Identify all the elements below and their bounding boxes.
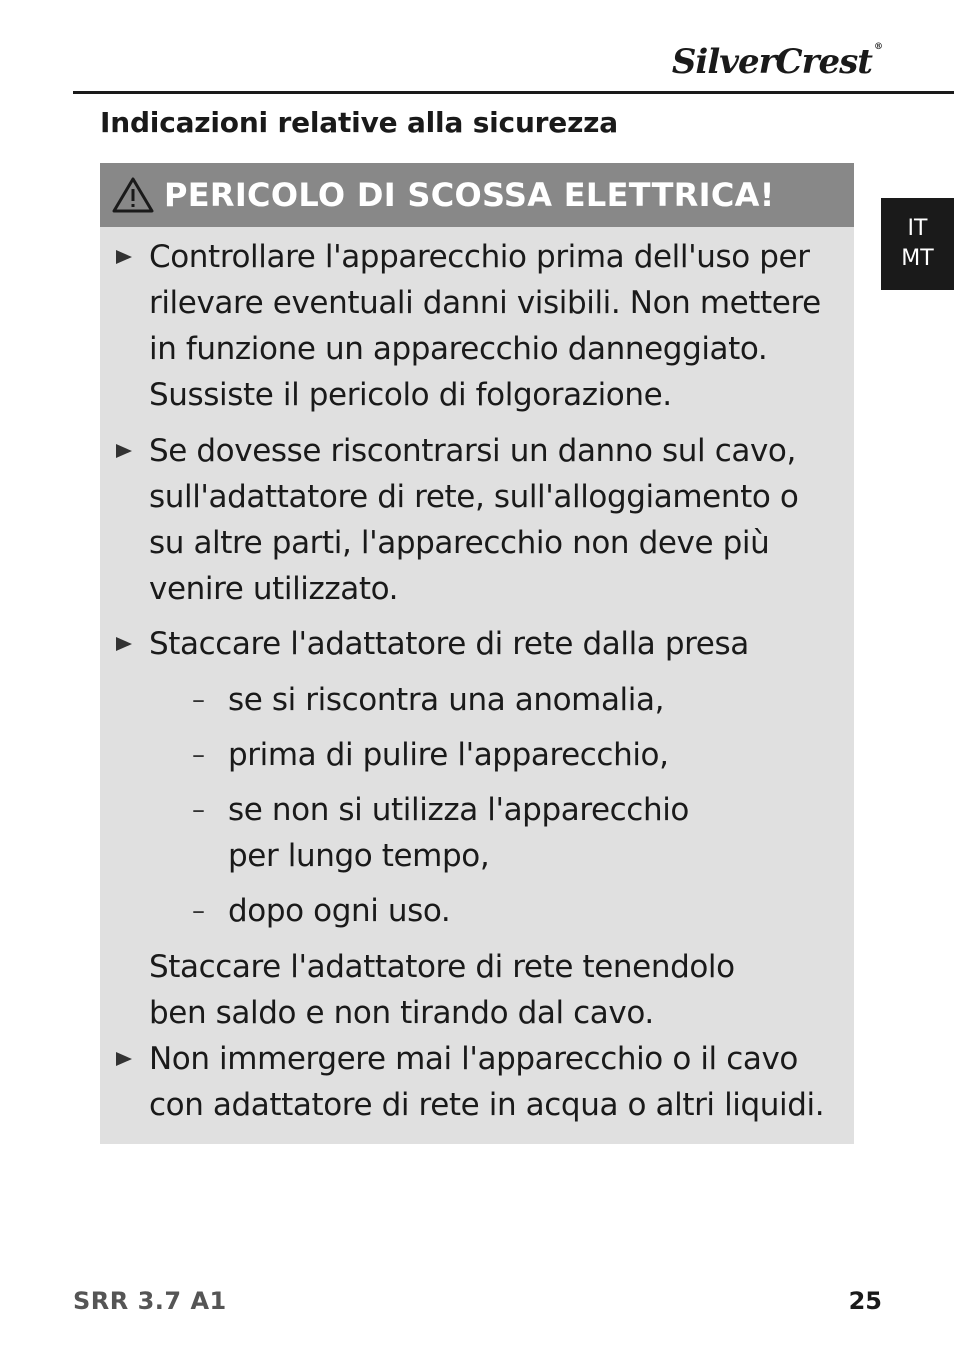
bullet-arrow-icon [116, 250, 132, 264]
note-text: Staccare l'adattatore di rete tenendolo ben saldo e non tirando dal cavo. [149, 949, 735, 1031]
bullet-text: Non immergere mai l'apparecchio o il cavo con adattatore di rete in acqua o altri liquidi. [149, 1041, 825, 1123]
section-title: Indicazioni relative alla sicurezza [100, 106, 618, 139]
sub-item-text: se si riscontra una anomalia, [228, 682, 665, 718]
sub-item-text: se non si utilizza l'apparecchio per lungo tempo, [228, 792, 689, 874]
warning-triangle-icon [112, 177, 154, 213]
brand-name: SilverCrest [671, 42, 872, 82]
page-number: 25 [848, 1287, 882, 1315]
registered-mark: ® [874, 42, 882, 52]
footer-model: SRR 3.7 A1 [73, 1287, 227, 1315]
bullet-text: Controllare l'apparecchio prima dell'uso per rilevare eventuali danni visibili. Non mettere in funzione un apparecchio danneggiato. Sussiste il pericolo di folgorazione. [149, 239, 821, 413]
bullet-text: Staccare l'adattatore di rete dalla presa [149, 626, 749, 662]
dash-marker: – [192, 795, 205, 825]
bullet-arrow-icon [116, 444, 132, 458]
warning-title: PERICOLO DI SCOSSA ELETTRICA! [164, 176, 775, 214]
bullet-arrow-icon [116, 1052, 132, 1066]
warning-box [100, 163, 854, 1144]
sub-item-text: dopo ogni uso. [228, 893, 451, 929]
header-rule [73, 91, 954, 94]
dash-marker: – [192, 896, 205, 926]
brand-logo [672, 42, 882, 82]
lang-tab-line1: IT [907, 216, 928, 241]
dash-marker: – [192, 740, 205, 770]
warning-header [100, 163, 854, 227]
language-tab [881, 198, 954, 290]
sub-item-text: prima di pulire l'apparecchio, [228, 737, 669, 773]
bullet-text: Se dovesse riscontrarsi un danno sul cavo, sull'adattatore di rete, sull'alloggiamento o su altre parti, l'apparecchio non deve più venire utilizzato. [149, 433, 799, 607]
bullet-arrow-icon [116, 637, 132, 651]
dash-marker: – [192, 685, 205, 715]
lang-tab-line2: MT [901, 246, 934, 271]
